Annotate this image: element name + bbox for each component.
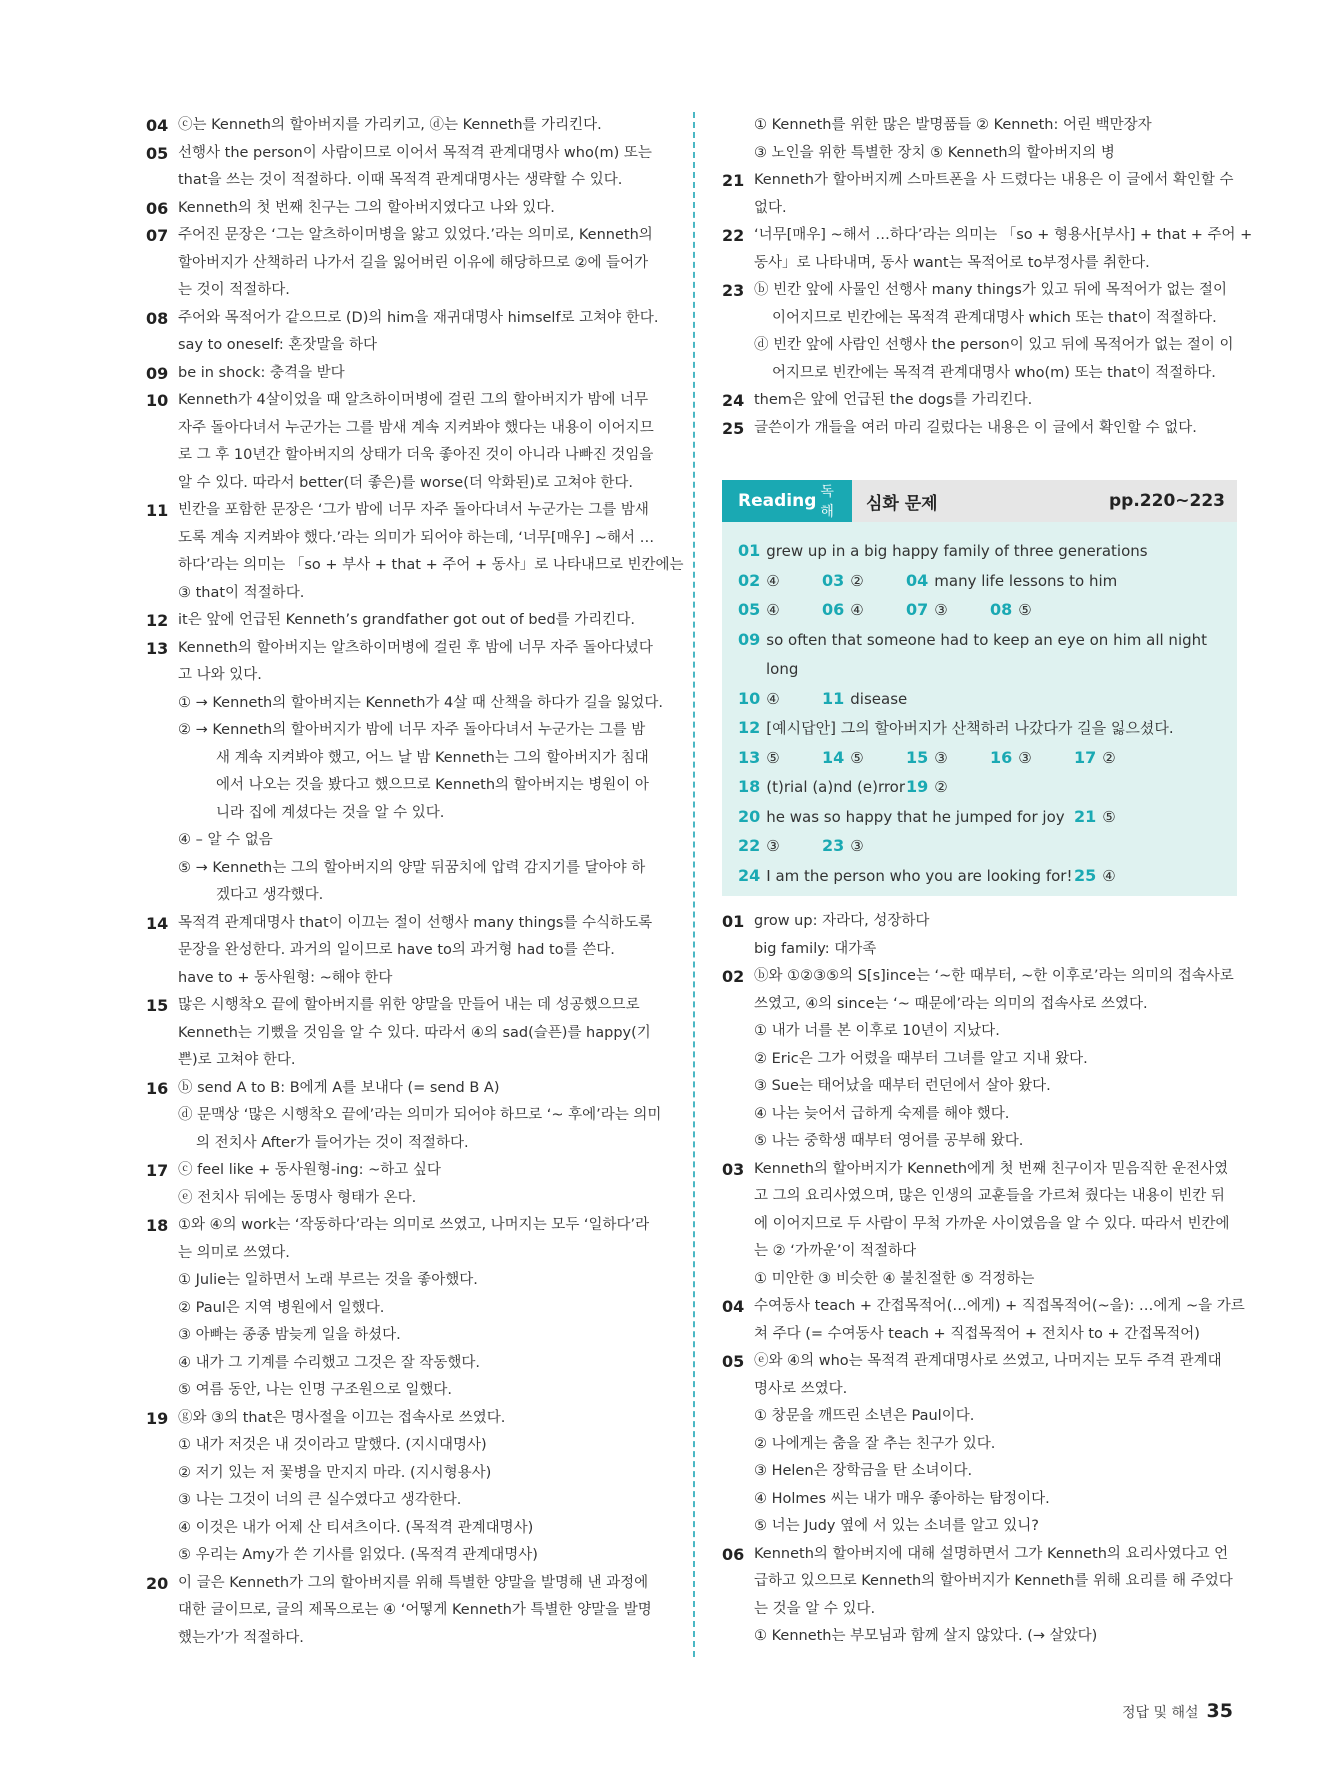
item-number: 16 — [146, 1078, 169, 1098]
answer-cell — [906, 743, 990, 774]
explanation-line: ① 창문을 깨뜨린 소년은 Paul이다. — [754, 1408, 975, 1424]
item-number: 07 — [146, 226, 169, 245]
explanation-line: 하다’라는 의미는 「so + 부사 + that + 주어 + 동사」로 나타내므로 빈칸에는 — [178, 557, 684, 573]
item-number: 01 — [722, 912, 745, 931]
explanation-line: 는 의미로 쓰였다. — [178, 1244, 290, 1261]
answer-text: ③ — [1018, 748, 1032, 767]
explanation-line: ③ 노인을 위한 특별한 장치 ⑤ Kenneth의 할아버지의 병 — [754, 144, 1115, 161]
explanation-line: 주어진 문장은 ‘그는 알츠하이머병을 앓고 있었다.’라는 의미로, Kenneth의 — [178, 227, 653, 243]
item-number: 13 — [146, 638, 169, 658]
answer-cell — [738, 743, 822, 774]
answer-cell — [990, 743, 1074, 774]
answer-number: 05 — [738, 600, 761, 619]
answer-cell — [822, 831, 864, 862]
answer-number: 18 — [738, 777, 761, 796]
explanation-item — [722, 112, 1237, 167]
answer-number: 21 — [1074, 806, 1097, 826]
answer-row — [738, 772, 1221, 802]
explanation-item — [146, 360, 686, 388]
answer-number: 22 — [738, 836, 761, 855]
answer-number: 23 — [822, 836, 845, 855]
explanation-item — [146, 1570, 686, 1653]
page-footer — [1122, 1700, 1233, 1722]
answer-row — [738, 625, 1221, 655]
answer-cell — [822, 743, 906, 774]
explanation-item — [146, 497, 686, 607]
reading-label-en: Reading — [738, 491, 817, 511]
answer-row — [738, 536, 1221, 566]
explanation-item — [722, 1541, 1237, 1651]
answer-cell — [906, 566, 1117, 597]
explanation-line: them은 앞에 언급된 the dogs를 가리킨다. — [754, 392, 1033, 408]
answer-text: ④ — [766, 601, 780, 619]
explanation-line: 니라 집에 계셨다는 것을 알 수 있다. — [216, 804, 445, 821]
answer-number: 04 — [906, 570, 929, 590]
answer-number: 06 — [822, 600, 845, 619]
answer-text: disease — [850, 689, 908, 708]
answer-text: ④ — [1102, 866, 1116, 885]
explanation-line: ⓖ와 ③의 that은 명사절을 이끄는 접속사로 쓰였다. — [178, 1409, 506, 1426]
answer-cell — [906, 772, 948, 803]
answer-text: (t)rial (a)nd (e)rror — [766, 778, 906, 796]
explanation-line: ② Paul은 지역 병원에서 일했다. — [178, 1299, 385, 1316]
right-top-explanations — [722, 112, 1253, 442]
explanation-line: ④ 내가 그 기계를 수리했고 그것은 잘 작동했다. — [178, 1354, 480, 1371]
explanation-line: ⓓ 빈칸 앞에 사람인 선행사 the person이 있고 뒤에 목적어가 없는 절이 이 — [754, 337, 1234, 353]
answer-number: 12 — [738, 718, 761, 737]
answer-text: ② — [850, 571, 864, 590]
explanation-line: 쓰였고, ④의 since는 ‘~ 때문에’라는 의미의 접속사로 쓰였다. — [754, 995, 1148, 1012]
explanation-line: Kenneth의 할아버지에 대해 설명하면서 그가 Kenneth의 요리사였다고 언 — [754, 1545, 1229, 1562]
explanation-line: ④ 나는 늦어서 급하게 숙제를 해야 했다. — [754, 1105, 1010, 1122]
explanation-line: ③ 나는 그것이 너의 큰 실수였다고 생각한다. — [178, 1492, 462, 1508]
explanation-line: ④ Holmes 씨는 내가 매우 좋아하는 탐정이다. — [754, 1490, 1050, 1507]
explanation-item — [146, 1405, 686, 1570]
explanation-line: that을 쓰는 것이 적절하다. 이때 목적격 관계대명사는 생략할 수 있다. — [178, 172, 623, 188]
explanation-item — [146, 992, 686, 1075]
answer-number: 02 — [738, 570, 761, 590]
answer-cell — [1074, 743, 1116, 774]
explanation-line: ③ 아빠는 종종 밤늦게 일을 하셨다. — [178, 1327, 401, 1343]
item-number: 08 — [146, 308, 169, 328]
explanation-line: ① Kenneth는 부모님과 함께 살지 않았다. (→ 살았다) — [754, 1628, 1098, 1644]
explanation-line: ⓒ는 Kenneth의 할아버지를 가리키고, ⓓ는 Kenneth를 가리킨다. — [178, 117, 602, 133]
item-number: 11 — [146, 501, 169, 520]
explanation-line: have to + 동사원형: ~해야 한다 — [178, 969, 393, 986]
explanation-line: big family: 대가족 — [754, 940, 877, 957]
explanation-line: 이 글은 Kenneth가 그의 할아버지를 위해 특별한 양말을 발명해 낸 과정에 — [178, 1574, 649, 1591]
explanation-line: ① 내가 너를 본 이후로 10년이 지났다. — [754, 1023, 1000, 1039]
explanation-line: 자주 돌아다녀서 누군가는 그를 밤새 계속 지켜봐야 했다는 내용이 이어지므 — [178, 419, 654, 436]
item-number: 05 — [722, 1352, 745, 1371]
answer-row — [738, 566, 1221, 596]
explanation-line: 의 전치사 After가 들어가는 것이 적절하다. — [196, 1134, 469, 1151]
reading-label — [722, 480, 852, 522]
explanation-item — [146, 1157, 686, 1212]
explanation-line: ‘너무[매우] ~해서 …하다’라는 의미는 「so + 형용사[부사] + that + 주어 + — [754, 227, 1253, 243]
answer-key-box — [722, 522, 1237, 896]
explanation-line: ① → Kenneth의 할아버지는 Kenneth가 4살 때 산책을 하다가 길을 잃었다. — [178, 694, 663, 711]
column-divider — [693, 112, 695, 1657]
right-column — [722, 112, 1253, 1651]
explanation-line: 대한 글이므로, 글의 제목으로는 ④ ‘어떻게 Kenneth가 특별한 양말을 발명 — [178, 1602, 652, 1618]
explanation-line: 없다. — [754, 199, 787, 216]
explanation-line: ③ Helen은 장학금을 탄 소녀이다. — [754, 1463, 973, 1479]
explanation-line: 선행사 the person이 사람이므로 이어서 목적격 관계대명사 who(m) 또는 — [178, 144, 652, 161]
answer-row — [738, 743, 1221, 773]
explanation-line: 는 것을 알 수 있다. — [754, 1600, 876, 1617]
item-number: 10 — [146, 391, 169, 410]
explanation-line: ① 미안한 ③ 비슷한 ④ 불친절한 ⑤ 걱정하는 — [754, 1270, 1035, 1287]
answer-number: 01 — [738, 541, 761, 560]
explanation-item — [722, 222, 1253, 277]
item-number: 05 — [146, 143, 169, 163]
explanation-line: 고 그의 요리사였으며, 많은 인생의 교훈들을 가르쳐 줬다는 내용이 빈칸 뒤 — [754, 1188, 1225, 1204]
explanation-item — [722, 415, 1237, 443]
explanation-item — [722, 908, 1237, 963]
answer-cell — [738, 684, 822, 715]
explanation-line: ⑤ → Kenneth는 그의 할아버지의 양말 뒤꿈치에 압력 감지기를 달아야 하 — [178, 859, 646, 876]
answer-cell — [738, 772, 906, 803]
answer-row — [738, 713, 1221, 743]
answer-row — [738, 802, 1221, 832]
footer-label: 정답 및 해설 — [1122, 1705, 1199, 1721]
item-number: 09 — [146, 363, 169, 383]
explanation-line: be in shock: 충격을 받다 — [178, 364, 345, 381]
explanation-item — [146, 387, 686, 497]
answer-cell — [738, 802, 1074, 833]
explanation-item — [722, 963, 1237, 1156]
answer-cell — [906, 595, 990, 626]
answer-number: 10 — [738, 688, 761, 708]
explanation-line: 고 나와 있다. — [178, 667, 262, 683]
answer-cell — [1074, 861, 1116, 892]
item-number: 06 — [146, 198, 169, 218]
explanation-line: 쁜)로 고쳐야 한다. — [178, 1052, 296, 1068]
answer-cell — [738, 625, 1207, 656]
explanation-line: Kenneth의 첫 번째 친구는 그의 할아버지였다고 나와 있다. — [178, 199, 555, 216]
item-number: 23 — [722, 281, 745, 300]
reading-box-pages: pp.220~223 — [1108, 491, 1225, 511]
answer-text: ③ — [934, 601, 948, 619]
explanation-item — [146, 910, 686, 993]
item-number: 18 — [146, 1216, 169, 1235]
answer-number: 03 — [822, 570, 845, 590]
item-number: 02 — [722, 967, 745, 986]
explanation-item — [146, 635, 686, 910]
explanation-item — [146, 1212, 686, 1405]
answer-text: many life lessons to him — [934, 571, 1118, 590]
answer-text: ⑤ — [766, 748, 780, 767]
answer-cell — [738, 654, 798, 685]
answer-text: ⑤ — [850, 748, 864, 767]
answer-cell — [822, 566, 906, 597]
explanation-item — [722, 1293, 1245, 1348]
explanation-line: ⓔ와 ④의 who는 목적격 관계대명사로 쓰였고, 나머지는 모두 주격 관계대 — [754, 1353, 1222, 1369]
answer-text: long — [766, 660, 799, 678]
answer-cell — [738, 831, 822, 862]
item-number: 12 — [146, 611, 169, 630]
answer-cell — [822, 684, 907, 715]
item-number: 25 — [722, 418, 745, 438]
answer-number: 14 — [822, 747, 845, 767]
explanation-line: ⓒ feel like + 동사원형-ing: ~하고 싶다 — [178, 1162, 441, 1178]
explanation-line: ⑤ 나는 중학생 때부터 영어를 공부해 왔다. — [754, 1133, 1024, 1149]
explanation-line: say to oneself: 혼잣말을 하다 — [178, 337, 378, 353]
explanation-line: ①와 ④의 work는 ‘작동하다’라는 의미로 쓰였고, 나머지는 모두 ‘일하다’라 — [178, 1217, 650, 1233]
reading-label-kr: 독해 — [820, 484, 834, 520]
explanation-line: Kenneth의 할아버지가 Kenneth에게 첫 번째 친구이자 믿음직한 운전사였 — [754, 1160, 1229, 1177]
answer-text: ② — [1102, 748, 1116, 767]
answer-text: I am the person who you are looking for! — [766, 866, 1073, 885]
item-number: 06 — [722, 1544, 745, 1564]
explanation-line: ② 나에게는 춤을 잘 추는 친구가 있다. — [754, 1435, 996, 1452]
answer-row — [738, 595, 1221, 625]
explanation-item — [146, 195, 686, 223]
explanation-line: 목적격 관계대명사 that이 이끄는 절이 선행사 many things를 수식하도록 — [178, 914, 653, 931]
explanation-item — [146, 607, 686, 635]
explanation-item — [722, 277, 1237, 387]
answer-row — [738, 654, 1221, 684]
explanation-line: ⑤ 우리는 Amy가 쓴 기사를 읽었다. (목적격 관계대명사) — [178, 1547, 538, 1563]
item-number: 22 — [722, 226, 745, 245]
explanation-item — [146, 1075, 686, 1158]
explanation-line: 겠다고 생각했다. — [216, 887, 324, 903]
answer-row — [738, 831, 1221, 861]
answer-row — [738, 684, 1221, 714]
explanation-line: ① Julie는 일하면서 노래 부르는 것을 좋아했다. — [178, 1272, 478, 1288]
answer-cell — [990, 595, 1032, 626]
answer-number: 15 — [906, 747, 929, 767]
explanation-line: ② Eric은 그가 어렸을 때부터 그녀를 알고 지내 왔다. — [754, 1050, 1088, 1067]
answer-cell — [738, 536, 1148, 567]
explanation-line: 명사로 쓰였다. — [754, 1380, 848, 1397]
answer-number: 17 — [1074, 747, 1097, 767]
answer-text: ④ — [766, 689, 780, 708]
answer-text: [예시답안] 그의 할아버지가 산책하러 나갔다가 길을 잃으셨다. — [766, 719, 1174, 737]
answer-text: ④ — [850, 601, 864, 619]
explanation-line: ⓑ send A to B: B에게 A를 보내다 (= send B A) — [178, 1079, 500, 1096]
answer-number: 07 — [906, 600, 929, 619]
right-bottom-explanations — [722, 908, 1245, 1651]
explanation-line: 했는가’가 적절하다. — [178, 1629, 304, 1646]
answer-row — [738, 861, 1221, 891]
item-number: 03 — [722, 1159, 745, 1179]
explanation-item — [722, 1348, 1237, 1541]
explanation-line: ⓑ와 ①②③⑤의 S[s]ince는 ‘~한 때부터, ~한 이후로’라는 의미의 접속사로 — [754, 968, 1234, 984]
explanation-line: ② 저기 있는 저 꽃병을 만지지 마라. (지시형용사) — [178, 1464, 492, 1481]
explanation-item — [722, 1156, 1237, 1294]
explanation-item — [146, 140, 686, 195]
explanation-item — [722, 167, 1237, 222]
explanation-item — [146, 305, 686, 360]
answer-text: ④ — [766, 571, 780, 590]
reading-box-header — [722, 480, 1237, 522]
explanation-line: ⓑ 빈칸 앞에 사물인 선행사 many things가 있고 뒤에 목적어가 없는 절이 — [754, 282, 1227, 298]
explanation-line: grow up: 자라다, 성장하다 — [754, 913, 930, 929]
left-column — [146, 112, 686, 1652]
explanation-line: ⑤ 여름 동안, 나는 인명 구조원으로 일했다. — [178, 1382, 452, 1398]
explanation-line: 많은 시행착오 끝에 할아버지를 위한 양말을 만들어 내는 데 성공했으므로 — [178, 997, 640, 1013]
answer-text: ② — [934, 778, 948, 796]
explanation-line: 문장을 완성한다. 과거의 일이므로 have to의 과거형 had to를 쓴다. — [178, 942, 615, 958]
explanation-line: 동사」로 나타내며, 동사 want는 목적어로 to부정사를 취한다. — [754, 254, 1150, 271]
item-number: 24 — [722, 391, 745, 410]
answer-text: so often that someone had to keep an eye on him all night — [766, 630, 1208, 649]
answer-cell — [738, 595, 822, 626]
explanation-line: 는 것이 적절하다. — [178, 282, 290, 298]
explanation-item — [146, 112, 686, 140]
explanation-line: it은 앞에 언급된 Kenneth’s grandfather got out of bed를 가리킨다. — [178, 612, 635, 628]
answer-cell — [738, 566, 822, 597]
explanation-line: 이어지므로 빈칸에는 목적격 관계대명사 which 또는 that이 적절하다. — [772, 309, 1217, 326]
explanation-line: 새 계속 지켜봐야 했고, 어느 날 밤 Kenneth는 그의 할아버지가 침대 — [216, 749, 649, 766]
explanation-item — [146, 222, 686, 305]
explanation-line: 어지므로 빈칸에는 목적격 관계대명사 who(m) 또는 that이 적절하다. — [772, 364, 1216, 381]
explanation-line: ⓓ 문맥상 ‘많은 시행착오 끝에’라는 의미가 되어야 하므로 ‘~ 후에’라는 의미 — [178, 1107, 662, 1123]
item-number: 14 — [146, 913, 169, 933]
answer-text: grew up in a big happy family of three generations — [766, 542, 1148, 560]
item-number: 20 — [146, 1573, 169, 1593]
answer-text: ③ — [934, 748, 948, 767]
answer-cell — [1074, 802, 1116, 833]
answer-text: he was so happy that he jumped for joy — [766, 807, 1065, 826]
answer-cell — [822, 595, 906, 626]
explanation-line: 쳐 주다 (= 수여동사 teach + 직접목적어 + 전치사 to + 간접목적어) — [754, 1325, 1200, 1342]
page-number: 35 — [1206, 1700, 1233, 1722]
reading-box-title: 심화 문제 — [866, 493, 938, 514]
item-number: 21 — [722, 171, 745, 190]
explanation-line: 빈칸을 포함한 문장은 ‘그가 밤에 너무 자주 돌아다녀서 누군가는 그를 밤새 — [178, 502, 649, 518]
answer-number: 13 — [738, 747, 761, 767]
explanation-item — [722, 387, 1237, 415]
answer-number: 25 — [1074, 865, 1097, 885]
answer-number: 11 — [822, 688, 845, 708]
item-number: 04 — [146, 116, 169, 135]
explanation-line: 도록 계속 지켜봐야 했다.’라는 의미가 되어야 하는데, ‘너무[매우] ~해서 … — [178, 529, 655, 546]
answer-cell — [738, 861, 1074, 892]
answer-number: 09 — [738, 629, 761, 649]
explanation-line: Kenneth가 4살이었을 때 알츠하이머병에 걸린 그의 할아버지가 밤에 너무 — [178, 392, 649, 408]
explanation-line: 할아버지가 산책하러 나가서 길을 잃어버린 이유에 해당하므로 ②에 들어가 — [178, 254, 649, 271]
item-number: 17 — [146, 1161, 169, 1180]
explanation-line: ① Kenneth를 위한 많은 발명품들 ② Kenneth: 어린 백만장자 — [754, 117, 1152, 133]
item-number: 04 — [722, 1297, 745, 1316]
explanation-line: ⓔ 전치사 뒤에는 동명사 형태가 온다. — [178, 1189, 417, 1206]
explanation-line: 에 이어지므로 두 사람이 무척 가까운 사이였음을 알 수 있다. 따라서 빈칸에 — [754, 1215, 1230, 1232]
explanation-line: Kenneth의 할아버지는 알츠하이머병에 걸린 후 밤에 너무 자주 돌아다녔다 — [178, 639, 653, 656]
explanation-line: ④ 이것은 내가 어제 산 티셔츠이다. (목적격 관계대명사) — [178, 1519, 534, 1536]
explanation-line: 급하고 있으므로 Kenneth의 할아버지가 Kenneth를 위해 요리를 해 주었다 — [754, 1573, 1233, 1589]
explanation-line: Kenneth가 할아버지께 스마트폰을 사 드렸다는 내용은 이 글에서 확인할 수 — [754, 172, 1234, 188]
explanation-line: 수여동사 teach + 간접목적어(…에게) + 직접목적어(~을): …에게 ~을 가르 — [754, 1298, 1245, 1314]
explanation-line: ③ that이 적절하다. — [178, 584, 305, 601]
explanation-line: 에서 나오는 것을 봤다고 했으므로 Kenneth의 할아버지는 병원이 아 — [216, 777, 649, 793]
explanation-line: 알 수 있다. 따라서 better(더 좋은)를 worse(더 악화된)로 고쳐야 한다. — [178, 474, 634, 491]
answer-number: 16 — [990, 747, 1013, 767]
explanation-line: ③ Sue는 태어났을 때부터 런던에서 살아 왔다. — [754, 1078, 1051, 1094]
explanation-line: ① 내가 저것은 내 것이라고 말했다. (지시대명사) — [178, 1437, 487, 1453]
explanation-line: ⑤ 너는 Judy 옆에 서 있는 소녀를 알고 있니? — [754, 1518, 1039, 1534]
explanation-line: 로 그 후 10년간 할아버지의 상태가 더욱 좋아진 것이 아니라 나빠진 것임을 — [178, 447, 654, 463]
item-number: 19 — [146, 1408, 169, 1428]
answer-number: 24 — [738, 865, 761, 885]
explanation-line: 는 ② ‘가까운’이 적절하다 — [754, 1243, 917, 1259]
answer-text: ③ — [766, 837, 780, 855]
answer-number: 20 — [738, 806, 761, 826]
answer-text: ⑤ — [1102, 807, 1116, 826]
item-number: 15 — [146, 996, 169, 1015]
explanation-line: ② → Kenneth의 할아버지가 밤에 너무 자주 돌아다녀서 누군가는 그를 밤 — [178, 722, 646, 738]
explanation-line: ④ – 알 수 없음 — [178, 832, 273, 848]
answer-number: 19 — [906, 777, 929, 796]
explanation-line: Kenneth는 기뻤을 것임을 알 수 있다. 따라서 ④의 sad(슬픈)를 happy(기 — [178, 1024, 651, 1041]
answer-cell — [738, 713, 1174, 744]
answer-text: ⑤ — [1018, 601, 1032, 619]
answer-text: ③ — [850, 837, 864, 855]
answer-number: 08 — [990, 600, 1013, 619]
explanation-line: 글쓴이가 개들을 여러 마리 길렀다는 내용은 이 글에서 확인할 수 없다. — [754, 419, 1197, 436]
explanation-line: 주어와 목적어가 같으므로 (D)의 him을 재귀대명사 himself로 고쳐야 한다. — [178, 309, 659, 326]
